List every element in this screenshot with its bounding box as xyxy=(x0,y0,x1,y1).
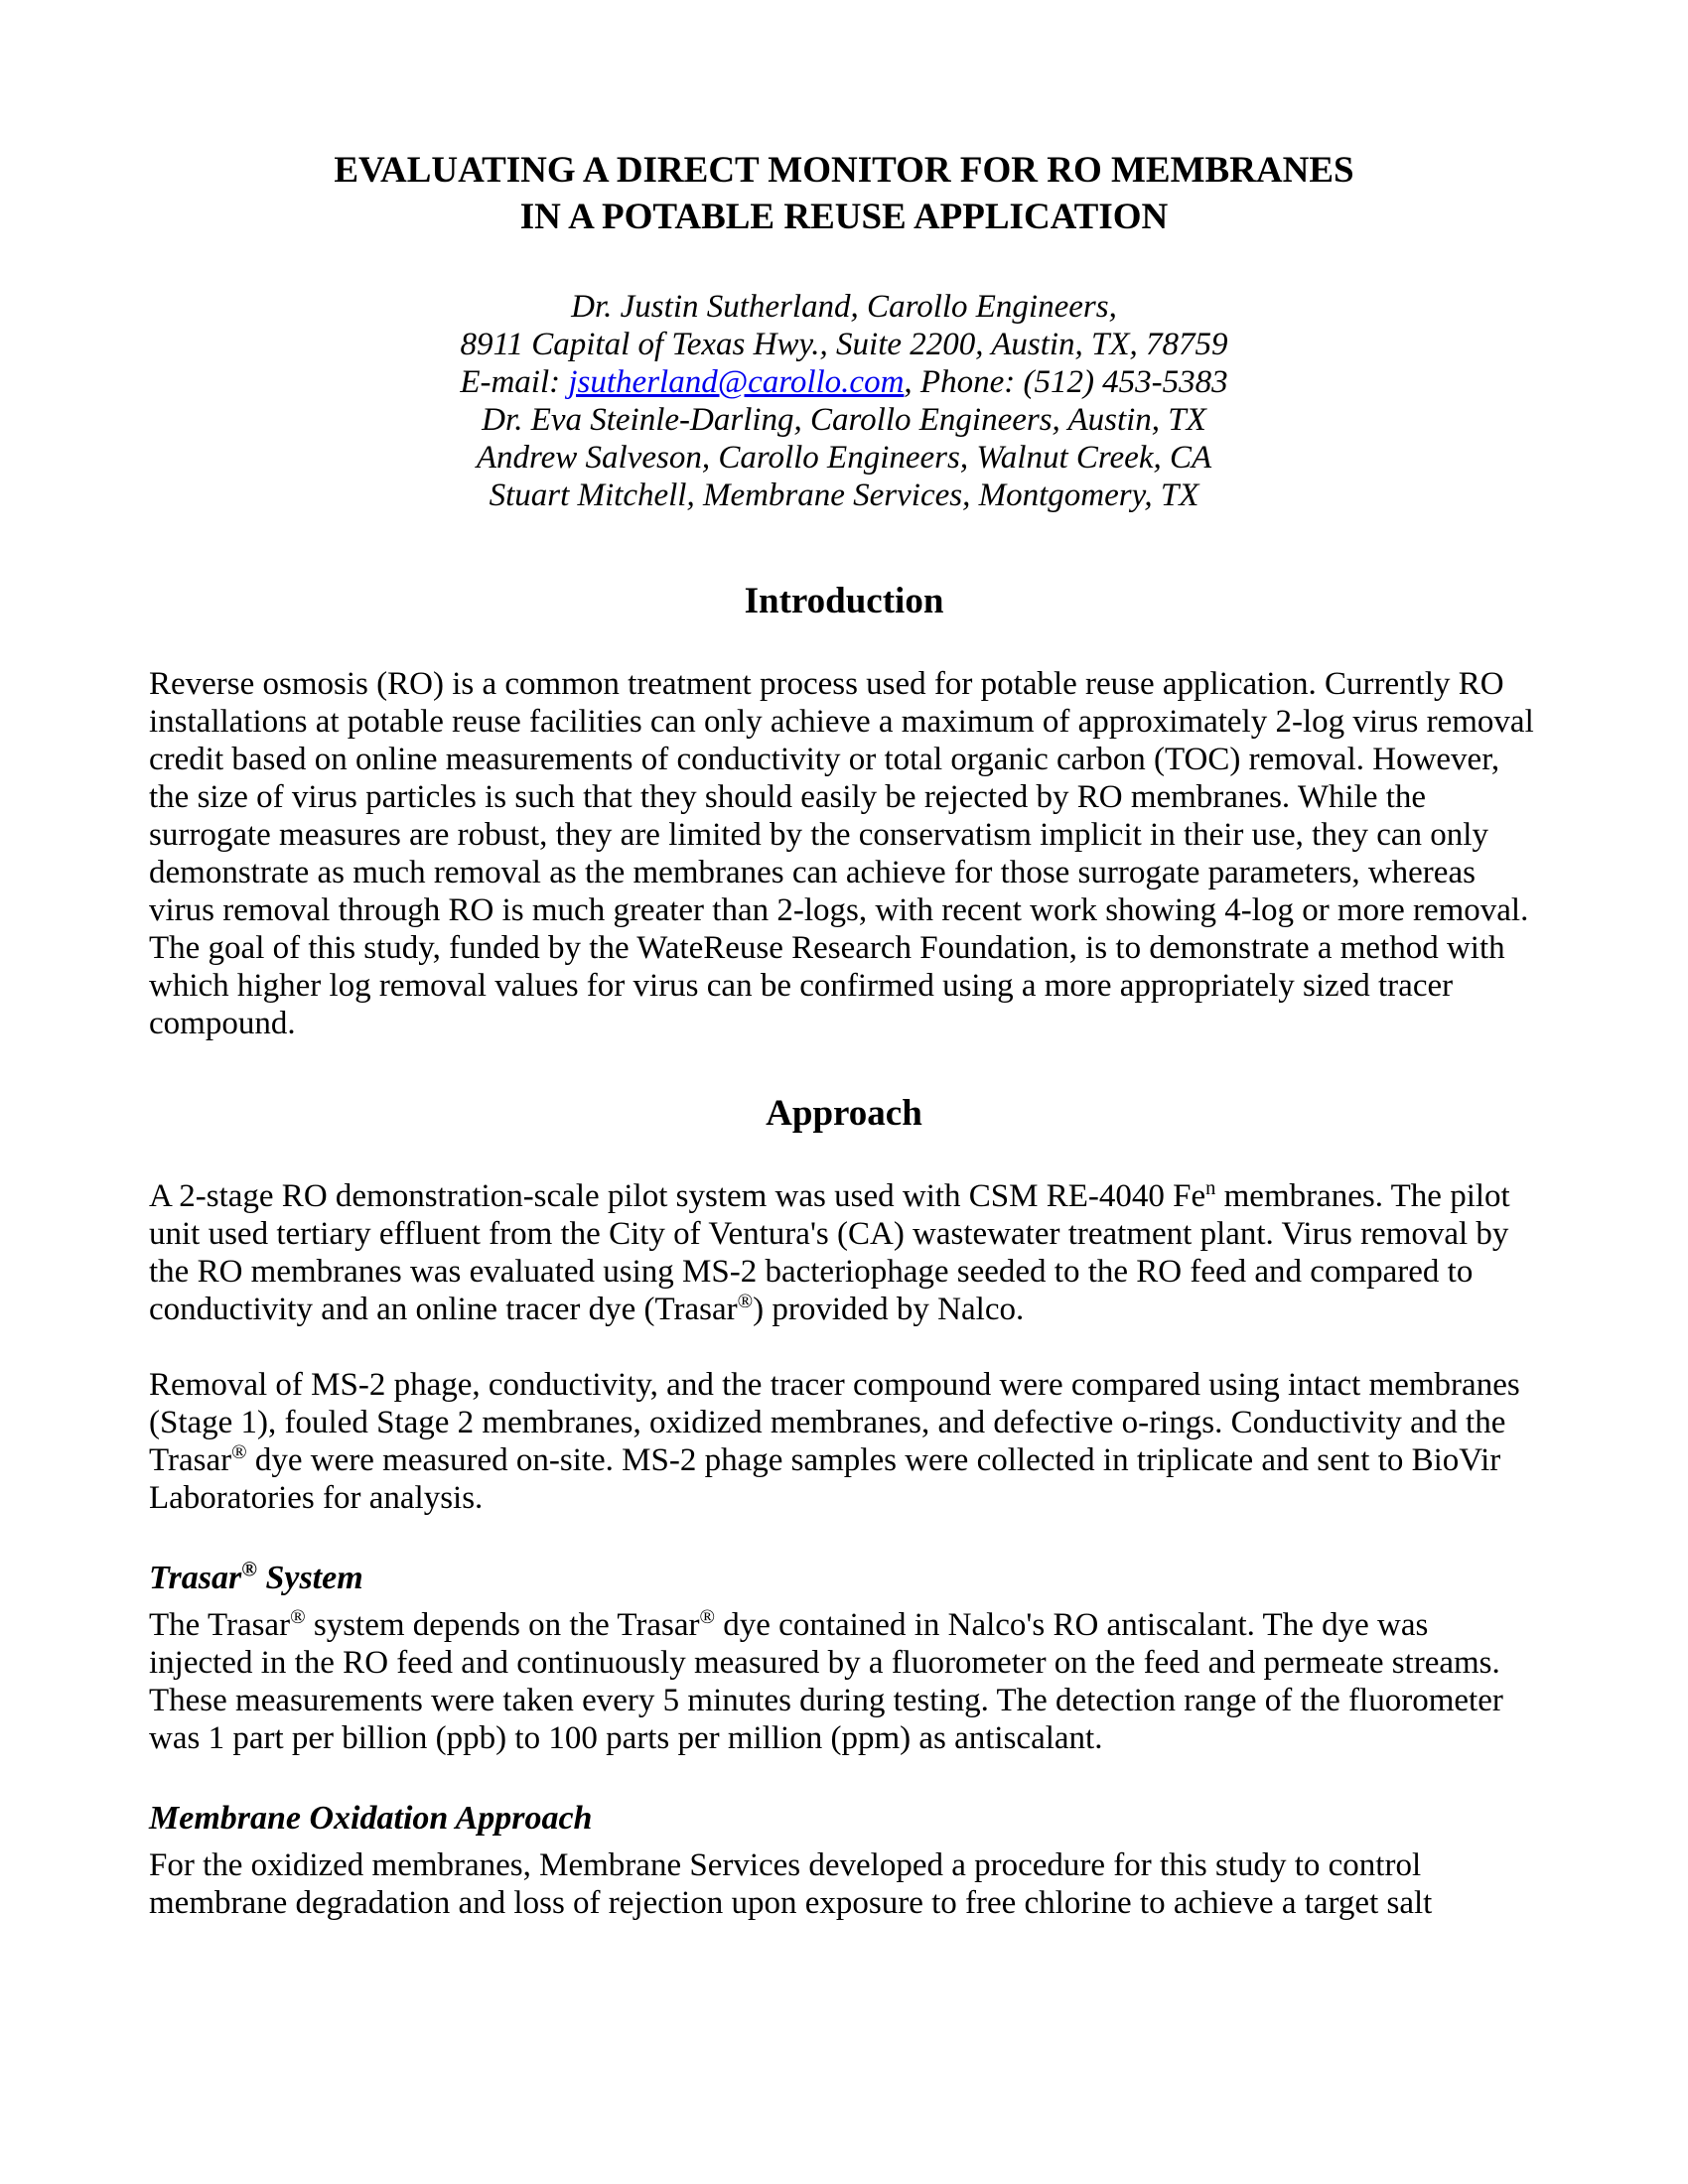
superscript: n xyxy=(1205,1177,1216,1199)
subsection-heading: Membrane Oxidation Approach xyxy=(149,1800,593,1837)
paragraph: A 2-stage RO demonstration-scale pilot system was used with CSM RE-4040 Fe$^n$ membranes. The pilot unit used tertiary effluent from the City of Ventura's (CA) wastewater treatment plant. Virus removal by the RO membranes was evaluated using MS-2 bacteriophage seeded to the RO feed and compared to conductivity and an online tracer dye (Trasar®) provided by Nalco. xyxy=(149,1177,1510,1327)
superscript: ® xyxy=(231,1441,247,1463)
author-contact-line xyxy=(149,363,1539,401)
superscript: ® xyxy=(699,1606,716,1628)
document-sections xyxy=(149,580,1539,1922)
paper-title-line2: IN A POTABLE REUSE APPLICATION xyxy=(519,197,1169,237)
author-line: Andrew Salveson, Carollo Engineers, Walnut Creek, CA xyxy=(476,440,1212,476)
paragraph: The Trasar® system depends on the Trasar® dye contained in Nalco's RO antiscalant. The dye was injected in the RO feed and continuously measured by a fluorometer on the feed and permeate streams. These measurements were taken every 5 minutes during testing. The detection range of the fluorometer was 1 part per billion (ppb) to 100 parts per million (ppm) as antiscalant. xyxy=(149,1606,1503,1756)
superscript: ® xyxy=(290,1606,306,1628)
superscript: ® xyxy=(737,1291,754,1312)
author-block xyxy=(149,288,1539,514)
author-line: Dr. Justin Sutherland, Carollo Engineers, xyxy=(571,289,1117,325)
author-line: Dr. Eva Steinle-Darling, Carollo Engineers, Austin, TX xyxy=(482,402,1206,438)
paper-title xyxy=(149,147,1539,240)
author-address-line: 8911 Capital of Texas Hwy., Suite 2200, Austin, TX, 78759 xyxy=(460,327,1228,362)
email-label: E-mail: xyxy=(460,364,569,400)
subsection-heading: Trasar® System xyxy=(149,1557,363,1596)
paragraph: Removal of MS-2 phage, conductivity, and the tracer compound were compared using intact membranes (Stage 1), fouled Stage 2 membranes, oxidized membranes, and defective o-rings. Conductivity and the Trasar® dye were measured on-site. MS-2 phage samples were collected in triplicate and sent to BioVir Laboratories for analysis. xyxy=(149,1367,1520,1516)
author-line: Stuart Mitchell, Membrane Services, Montgomery, TX xyxy=(489,478,1199,513)
phone-text: , Phone: (512) 453-5383 xyxy=(904,364,1228,400)
superscript: ® xyxy=(241,1557,257,1581)
email-link[interactable]: jsutherland@carollo.com xyxy=(568,364,905,400)
section-heading: Introduction xyxy=(744,581,944,621)
section-heading: Approach xyxy=(766,1093,922,1134)
paragraph: For the oxidized membranes, Membrane Services developed a procedure for this study to control membrane degradation and loss of rejection upon exposure to free chlorine to achieve a target salt xyxy=(149,1847,1433,1921)
paragraph: Reverse osmosis (RO) is a common treatment process used for potable reuse application. Currently RO installations at potable reuse facilities can only achieve a maximum of approximately 2-log virus removal credit based on online measurements of conductivity or total organic carbon (TOC) removal. However, the size of virus particles is such that they should easily be rejected by RO membranes. While the surrogate measures are robust, they are limited by the conservatism implicit in their use, they can only demonstrate as much removal as the membranes can achieve for those surrogate parameters, whereas virus removal through RO is much greater than 2-logs, with recent work showing 4-log or more removal. The goal of this study, funded by the WateReuse Research Foundation, is to demonstrate a method with which higher log removal values for virus can be confirmed using a more appropriately sized tracer compound. xyxy=(149,666,1534,1041)
paper-title-line1: EVALUATING A DIRECT MONITOR FOR RO MEMBRANES xyxy=(334,150,1354,191)
